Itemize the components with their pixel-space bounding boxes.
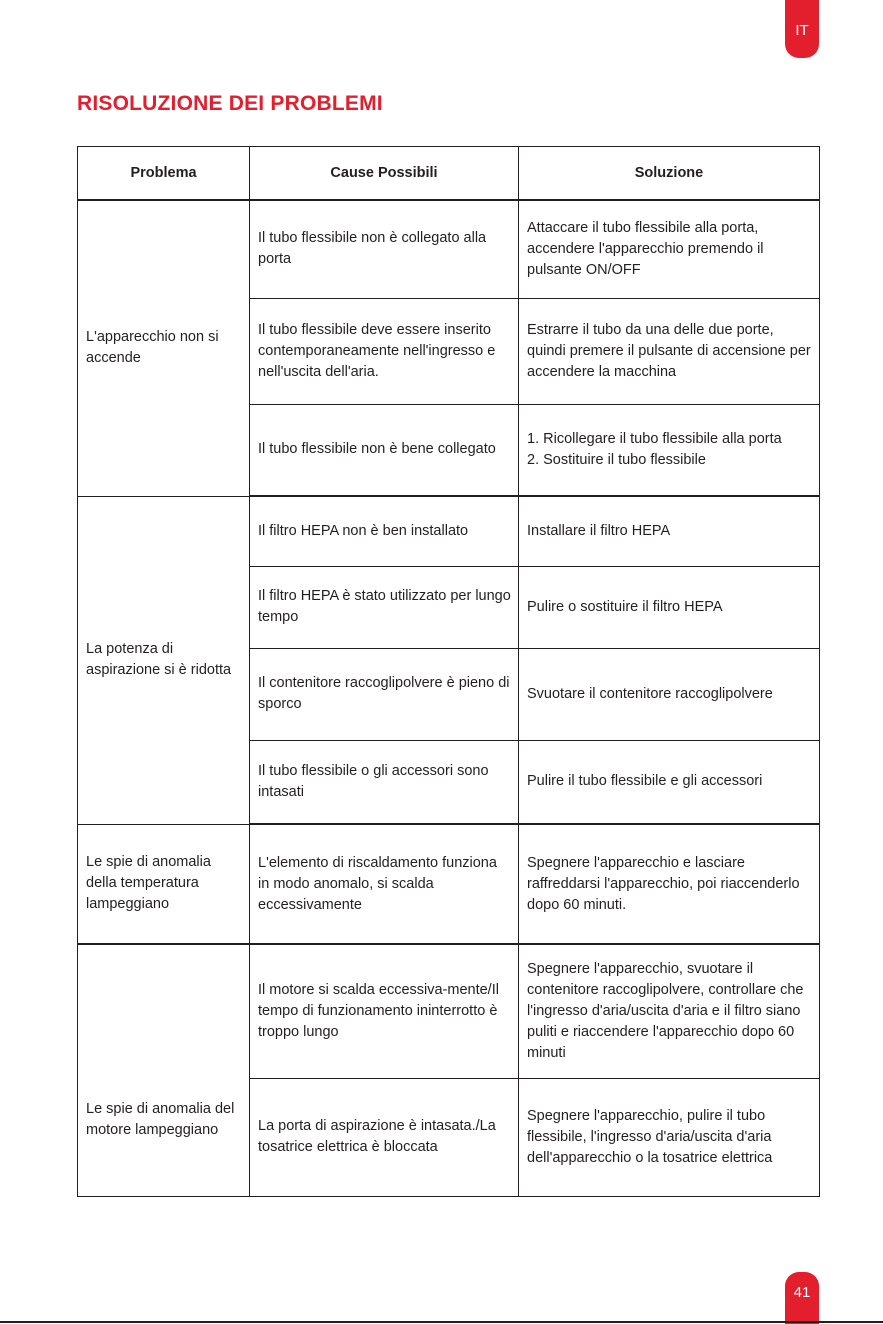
header-causes: Cause Possibili: [250, 147, 519, 201]
solution-cell: Spegnere l'apparecchio, pulire il tubo flessibile, l'ingresso d'aria/uscita d'aria dell'apparecchio o la tosatrice elettrica: [519, 1078, 820, 1196]
solution-cell: Estrarre il tubo da una delle due porte, quindi premere il pulsante di accensione per accendere la macchina: [519, 298, 820, 404]
solution-cell: Pulire o sostituire il filtro HEPA: [519, 566, 820, 648]
solution-cell: Spegnere l'apparecchio e lasciare raffreddarsi l'apparecchio, poi riaccenderlo dopo 60 minuti.: [519, 824, 820, 944]
cause-cell: Il tubo flessibile non è bene collegato: [250, 404, 519, 496]
problem-cell: Le spie di anomalia del motore lampeggiano: [78, 944, 250, 1196]
cause-cell: Il contenitore raccoglipolvere è pieno di sporco: [250, 648, 519, 740]
header-problem: Problema: [78, 147, 250, 201]
cause-cell: La porta di aspirazione è intasata./La tosatrice elettrica è bloccata: [250, 1078, 519, 1196]
table-row: [78, 496, 820, 566]
bottom-rule: [0, 1321, 883, 1323]
solution-cell: Attaccare il tubo flessibile alla porta, accendere l'apparecchio premendo il pulsante ON/OFF: [519, 200, 820, 298]
solution-cell: Pulire il tubo flessibile e gli accessori: [519, 740, 820, 824]
solution-cell: Spegnere l'apparecchio, svuotare il contenitore raccoglipolvere, controllare che l'ingresso d'aria/uscita d'aria e il filtro siano puliti e riaccendere l'apparecchio dopo 60 minuti: [519, 944, 820, 1078]
header-solution: Soluzione: [519, 147, 820, 201]
page-title: RISOLUZIONE DEI PROBLEMI: [77, 92, 383, 115]
table-header-row: [78, 147, 820, 201]
cause-cell: Il filtro HEPA è stato utilizzato per lungo tempo: [250, 566, 519, 648]
problem-cell: L'apparecchio non si accende: [78, 200, 250, 496]
cause-cell: L'elemento di riscaldamento funziona in modo anomalo, si scalda eccessivamente: [250, 824, 519, 944]
cause-cell: Il tubo flessibile non è collegato alla porta: [250, 200, 519, 298]
problem-cell: Le spie di anomalia della temperatura lampeggiano: [78, 824, 250, 944]
page-number: 41: [785, 1272, 819, 1324]
table-row: [78, 944, 820, 1078]
troubleshooting-table: [77, 146, 820, 1197]
solution-cell: Svuotare il contenitore raccoglipolvere: [519, 648, 820, 740]
cause-cell: Il tubo flessibile o gli accessori sono intasati: [250, 740, 519, 824]
cause-cell: Il tubo flessibile deve essere inserito contemporaneamente nell'ingresso e nell'uscita dell'aria.: [250, 298, 519, 404]
problem-cell: La potenza di aspirazione si è ridotta: [78, 496, 250, 824]
solution-cell: Installare il filtro HEPA: [519, 496, 820, 566]
solution-cell: 1. Ricollegare il tubo flessibile alla porta 2. Sostituire il tubo flessibile: [519, 404, 820, 496]
cause-cell: Il filtro HEPA non è ben installato: [250, 496, 519, 566]
language-tab: IT: [785, 0, 819, 58]
table-row: [78, 824, 820, 944]
cause-cell: Il motore si scalda eccessiva-mente/Il tempo di funzionamento ininterrotto è troppo lungo: [250, 944, 519, 1078]
table-row: [78, 200, 820, 298]
